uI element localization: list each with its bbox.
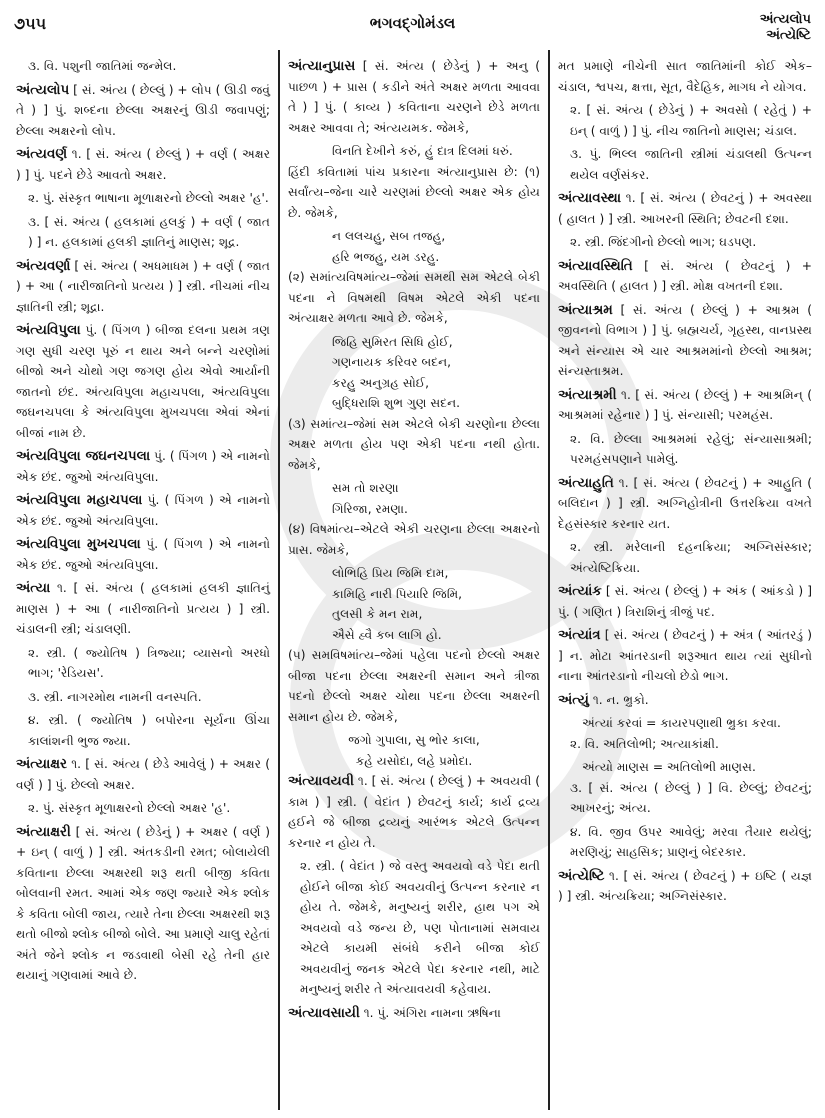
headword: અંત્યાશ્રમ	[558, 301, 613, 318]
column-1	[8, 50, 278, 1110]
headword: અંત્યવર્ણા	[16, 257, 71, 274]
definition-text: ૧. પું. અંગિરા નામના ઋષિના	[359, 1005, 501, 1020]
verse-line: બુદ્ધિરાશિ શુભ ગુણ સદન.	[332, 396, 461, 410]
definition-text: ૧. [ સં. અંત્ય ( છેવટનું ) + ઇષ્ટિ ( યજ્ઞ ) ] સ્ત્રી. અંત્યક્રિયા; અગ્નિસંસ્કાર.	[558, 868, 812, 903]
headword: અંત્યવિપુલા મુખચપલા	[16, 536, 141, 552]
usage-example: અંત્યાં કરવાં = કાયરપણાથી ભ્રુકા કરવા.	[582, 716, 781, 730]
verse-line: વિનતિ દેખીને કરું, હું દાત્ર દિલમાં ધરું.	[332, 144, 513, 158]
headword: અંત્યું	[558, 691, 589, 708]
dictionary-entry	[16, 822, 270, 986]
guide-word-first: અંત્યલોપ	[759, 12, 811, 27]
paragraph-text: (૪) વિષમાંત્ય–એટલે એકી ચરણના છેલ્લા અક્ષરનો પ્રાસ. જેમકે,	[288, 522, 540, 557]
dictionary-entry	[16, 144, 270, 185]
dictionary-entry	[16, 320, 270, 443]
definition-text: પું. ( પિંગળ ) બીજા દલના પ્રથમ ત્રણ ગણ સુધી ચરણ પૂરું ન થાય અને બન્ને ચરણોમાં બીજો અને ચોથો ગણ જગણ હોય એવો આર્યાની જાતનો છંદ. અંત્યવિપુલા મહાચપલા, અંત્યવિપુલા જઘનચપલા કે અંત્યવિપુલા મુખચપલા એવાં એનાં બીજાં નામ છે.	[16, 323, 270, 440]
dictionary-entry	[558, 188, 812, 229]
dictionary-entry	[558, 473, 812, 535]
verse-line: જિહિ સુમિરત સિધિ હોઈ,	[332, 334, 453, 349]
headword: અંત્યા	[16, 580, 51, 596]
paragraph-text: હિંદી કવિતામાં પાંચ પ્રકારના અંત્યાનુપ્રાસ છે: (૧) સર્વાંત્ય–જેના ચારે ચરણમાં છેલ્લો અક્ષર એક હોય છે. જેમકે,	[288, 164, 540, 220]
headword: અંત્યવિપુલા મહાચપલા	[16, 492, 143, 508]
verse-line: હરિ ભજહુ, યમ ડરહુ.	[332, 249, 440, 264]
definition-text: ૧. [ સં. અંત્ય ( છેડે આવેલું ) + અક્ષર ( વર્ણ ) ] પું. છેલ્લો અક્ષર.	[16, 757, 270, 792]
headword: અંત્યાક્ષર	[16, 756, 68, 772]
dictionary-entry	[558, 300, 812, 382]
sense-text: ૪. વિ. જીવ ઉપર આવેલું; મરવા તૈયાર થયેલું; મરણિયું; સાહસિક; પ્રાણનું બેદરકાર.	[570, 824, 812, 859]
definition-text: [ સં. અંત્ય ( છેવટનું ) + અંત્ર ( આંતરડું ) ] ન. મોટા આંતરડાની શરૂઆત થાય ત્યાં સુધીનો નાના આંતરડાનો નીચલો છેડો ભાગ.	[558, 628, 812, 683]
headword: અંત્યાનુપ્રાસ	[288, 58, 356, 74]
definition-text: [ સં. અંત્ય ( છેલ્લું ) + અંક ( આંકડો ) ] પું. ( ગણિત ) ત્રિરાશિનું ત્રીજું પદ.	[558, 584, 812, 619]
sense-text: ૨. સ્ત્રી. ( વેદાંત ) જે વસ્તુ અવયવો વડે પેદા થતી હોઈને બીજા કોઈ અવયવીનું ઉત્પન્ન કરનાર ન હોય તે. જેમકે, મનુષ્યનું શરીર, હાથ પગ એ અવયવો વડે જન્ય છે, પણ પોતાનામાં સમવાય એટલે કાયમી સંબંધે કરીને બીજા કોઈ અવયવીનું જનક એટલે પેદા કરનાર નથી, માટે મનુષ્યનું શરીર તે અંત્યાવયવી કહેવાય.	[300, 859, 540, 996]
dictionary-entry	[288, 771, 540, 853]
dictionary-entry	[16, 80, 270, 142]
headword: અંત્યવિપુલા	[16, 322, 81, 338]
verse-line: તુલસી કે મન રામ,	[332, 607, 423, 621]
sense-text: ૩. સ્ત્રી. નાગરમોથ નામની વનસ્પતિ.	[28, 689, 202, 704]
headword: અંત્યલોપ	[16, 81, 70, 98]
dictionary-entry	[16, 754, 270, 795]
headword: અંત્યવિપુલા જઘનચપલા	[16, 448, 151, 464]
verse-line: કહે યસોદા, લહે પ્રમોદા.	[355, 753, 473, 768]
definition-text: ૧. [ સં. અંત્ય ( હલકામાં હલકી જ્ઞાતિનું માણસ ) + આ ( નારીજાતિનો પ્રત્યય ) ] સ્ત્રી. ચંડાલની સ્ત્રી; ચંડાલણી.	[16, 581, 270, 636]
sense-text: ૨. વિ. છેલ્લા આશ્રમમાં રહેલું; સંન્યાસાશ્રમી; પરમહંસપણાને પામેલું.	[570, 431, 812, 466]
headword: અંત્યાક્ષરી	[16, 823, 71, 840]
page-header	[0, 0, 825, 50]
paragraph-text: (૫) સમવિષમાંત્ય–જેમાં પહેલા પદનો છેલ્લો અક્ષર બીજા પદના છેલ્લા અક્ષરની સમાન અને ત્રીજા પદનો છેલ્લો અક્ષર ચોથા પદના છેલ્લા અક્ષરની સમાન હોય છે. જેમકે,	[288, 648, 540, 724]
dictionary-entry	[558, 866, 812, 907]
dictionary-entry	[16, 490, 270, 531]
headword: અંત્યાવયવી	[288, 773, 354, 789]
headword: અંત્યાવસ્થા	[558, 190, 622, 206]
verse-line: કામિહિ નારી પિયારિ જિમિ,	[332, 586, 463, 601]
definition-text: ૧. [ સં. અંત્ય ( છેલ્લું ) + આશ્રમિન્ ( આશ્રમમાં રહેનાર ) ] પું. સંન્યાસી; પરમહંસ.	[558, 387, 812, 422]
headword: અંત્યેષ્ટિ	[558, 867, 605, 884]
definition-text: ૧. [ સં. અંત્ય ( છેલ્લું ) + વર્ણ ( અક્ષર ) ] પું. પદને છેડે આવતો અક્ષર.	[16, 147, 270, 182]
definition-text: [ સં. અંત્ય ( છેવટનું ) + અવસ્થિતિ ( હાલત ) ] સ્ત્રી. મોક્ષ વખતની દશા.	[558, 258, 812, 293]
verse-line: ગિરિજા, રમણા.	[332, 501, 408, 516]
definition-text: ૧. [ સં. અંત્ય ( છેલ્લું ) + અવયવી ( કામ ) ] સ્ત્રી. ( વેદાંત ) છેવટનું કાર્ય; કાર્ય દ્રવ્ય હઈને જે બીજા દ્રવ્યનું આરંભક એટલે ઉત્પન્ન કરનાર ન હોય તે.	[288, 774, 540, 850]
sense-text: ૨. સ્ત્રી. જિંદગીનો છેલ્લો ભાગ; ઘડપણ.	[570, 235, 757, 249]
sense-text: ૩. વિ. પશુની જાતિમાં જન્મેલ.	[28, 59, 177, 73]
paragraph-text: (૨) સમાંત્યવિષમાંત્ય–જેમાં સમથી સમ એટલે બેકી પદના ને વિષમથી વિષમ એટલે એકી પદના અંત્યાક્ષર મળતા આવે છે. જેમકે,	[288, 270, 540, 325]
headword: અંત્યાંક	[558, 583, 602, 599]
dictionary-entry	[16, 256, 270, 318]
headword: અંત્યાશ્રમી	[558, 386, 617, 403]
headword: અંત્યાવસાયી	[288, 1004, 360, 1021]
column-2	[278, 50, 548, 1110]
verse-line: સમ તો શરણા	[332, 481, 399, 495]
guide-word-last: અંત્યેષ્ટિ	[766, 28, 811, 43]
verse-line: કરહુ અનુગ્રહ સોઈ,	[332, 375, 430, 390]
definition-text: ૧. [ સં. અંત્ય ( છેવટનું ) + આહુતિ ( બલિદાન ) ] સ્ત્રી. અગ્નિહોત્રીની ઉત્તરક્રિયા વખતે દેહસંસ્કાર કરનાર યત.	[558, 475, 812, 531]
definition-text: [ સં. અંત્ય ( છેલ્લું ) + લોપ ( ઊડી જવું તે ) ] પું. શબ્દના છેલ્લા અક્ષરનું ઊડી જવાપણું; છેલ્લા અક્ષરનો લોપ.	[16, 82, 270, 138]
dictionary-entry	[288, 1003, 540, 1024]
headword: અંત્યવર્ણ	[16, 146, 68, 162]
dictionary-entry	[16, 534, 270, 575]
dictionary-entry	[558, 256, 812, 297]
page-number: ૭૫૫	[14, 14, 47, 33]
sense-text: ૨. સ્ત્રી. મરેલાની દહનક્રિયા; અગ્નિસંસ્કાર; અંત્યેષ્ટિક્રિયા.	[570, 540, 812, 575]
sense-text: ૩. [ સં. અંત્ય ( હલકામાં હલકું ) + વર્ણ ( જાત ) ] ન. હલકામાં હલકી જ્ઞાતિનું માણસ; શૂદ્ર.	[28, 214, 270, 249]
column-3	[548, 50, 820, 1110]
definition-text: ૧. [ સં. અંત્ય ( છેવટનું ) + અવસ્થા ( હાલત ) ] સ્ત્રી. આખરની સ્થિતિ; છેવટની દશા.	[558, 191, 812, 226]
definition-text: [ સં. અંત્ય ( છેડેનું ) + અક્ષર ( વર્ણ ) + ઇન્ ( વાળું ) ] સ્ત્રી. અંતકડીની રમત; બોલાયેલી કવિતાના છેલ્લા અક્ષરથી શરૂ થતી બીજી કવિતા બોલવાની રમત. આમાં એક જણ જ્યારે એક શ્લોક કે કવિતા બોલી જાય, ત્યારે તેના છેલ્લા અક્ષરથી શરૂ થતો બીજો શ્લોક બીજો બોલે. આ પ્રમાણે ચાલુ રહેતાં અંતે જેને શ્લોક ન જડવાથી બેસી રહે તેની હાર થયાનું ગણવામાં આવે છે.	[16, 824, 270, 982]
definition-text: [ સં. અંત્ય ( છેડેનું ) + અનુ ( પાછળ ) + પ્રાસ ( કડીને અંતે અક્ષર મળતા આવવા તે ) ] પું. ( કાવ્ય ) કવિતાના ચરણને છેડે મળતા અક્ષર આવવા તે; અંત્યયમક. જેમકે,	[288, 59, 540, 135]
definition-text: પું. ( પિંગળ ) એ નામનો એક છંદ. જુઓ અંત્યવિપુલા.	[16, 493, 270, 528]
definition-text: [ સં. અંત્ય ( છેલ્લું ) + આશ્રમ ( જીવનનો વિભાગ ) ] પું. બ્રહ્મચર્ય, ગૃહસ્થ, વાનપ્રસ્થ અને સંન્યાસ એ ચાર આશ્રમમાંનો છેલ્લો આશ્રમ; સંન્યસ્તાશ્રમ.	[558, 302, 812, 378]
paragraph-text: મત પ્રમાણે નીચેની સાત જાતિમાંની કોઈ એક–ચંડાલ, શ્વપચ, ક્ષત્તા, સૂત, વૈદેહિક, માગધ ને યોગવ.	[558, 59, 812, 94]
sense-text: ૩. [ સં. અંત્ય ( છેલ્લું ) ] વિ. છેલ્લું; છેવટનું; આખરનું; અંત્ય.	[570, 780, 812, 815]
dictionary-entry	[558, 385, 812, 426]
definition-text: પું. ( પિંગળ ) એ નામનો એક છંદ. જુઓ અંત્યવિપુલા.	[16, 449, 270, 484]
headword: અંત્યાવસ્થિતિ	[558, 257, 633, 274]
sense-text: ૨. વિ. અતિલોભી; અત્યાકાંક્ષી.	[570, 736, 719, 751]
definition-text: ૧. ન. ભ્રુકો.	[588, 692, 649, 707]
sense-text: ૨. પું. સંસ્કૃત ભાષાના મૂળાક્ષરનો છેલ્લો અક્ષર 'હ'.	[28, 191, 269, 205]
dictionary-entry	[16, 446, 270, 487]
guide-words	[760, 12, 811, 44]
paragraph-text: (૩) સમાંત્ય–જેમાં સમ એટલે બેકી ચરણોના છેલ્લા અક્ષર મળતા હોય પણ એકી પદના નથી હોતા. જેમકે,	[288, 416, 540, 472]
usage-example: અંત્યો માણસ = અતિલોભી માણસ.	[582, 760, 756, 774]
sense-text: ૨. પું. સંસ્કૃત મૂળાક્ષરનો છેલ્લો અક્ષર 'હ'.	[28, 801, 231, 815]
definition-text: પું. ( પિંગળ ) એ નામનો એક છંદ. જુઓ અંત્યવિપુલા.	[16, 537, 270, 572]
sense-text: ૪. સ્ત્રી. ( જ્યોતિષ ) બપોરના સૂર્યના ઊંચા કાલાંશની ભુજ જ્યા.	[28, 713, 270, 748]
sense-text: ૩. પું. ભિલ્લ જાતિની સ્ત્રીમાં ચંડાલથી ઉત્પન્ન થયેલ વર્ણસંકર.	[570, 147, 812, 182]
dictionary-columns	[8, 50, 820, 1110]
book-title: ભગવદ્ગોમંડલ	[369, 14, 456, 32]
sense-text: ૨. [ સં. અંત્ય ( છેડેનું ) + અવસો ( રહેતું ) + ઇન્ ( વાળું ) ] પું. નીચ જાતિનો માણસ; ચંડાલ.	[570, 103, 812, 138]
verse-line: ન લલચહુ, સબ તજહુ,	[332, 229, 446, 243]
verse-line: ગણનાયક કરિવર બદન,	[332, 355, 452, 369]
dictionary-entry	[558, 690, 812, 711]
verse-line: ઐસે હ્વૈ કબ લાગિ હો.	[332, 627, 442, 642]
verse-line: જગો ગુપાલા, સુ ભોર કાલા,	[348, 733, 480, 747]
dictionary-entry	[558, 581, 812, 622]
sense-text: ૨. સ્ત્રી. ( જ્યોતિષ ) ત્રિજ્યા; વ્યાસનો અરધો ભાગ; 'રેડિયસ'.	[28, 645, 270, 680]
headword: અંત્યાંત્ર	[558, 627, 601, 643]
dictionary-entry	[16, 578, 270, 640]
verse-line: લોભિહિ પ્રિય જિમિ દામ,	[332, 566, 449, 580]
definition-text: [ સં. અંત્ય ( અધમાધમ ) + વર્ણ ( જાત ) + આ ( નારીજાતિનો પ્રત્યય ) ] સ્ત્રી. નીચમાં નીચ જ્ઞાતિની સ્ત્રી; શૂદ્રા.	[16, 258, 270, 314]
dictionary-entry	[558, 625, 812, 687]
headword: અંત્યાહુતિ	[558, 474, 614, 491]
dictionary-entry	[288, 56, 540, 138]
